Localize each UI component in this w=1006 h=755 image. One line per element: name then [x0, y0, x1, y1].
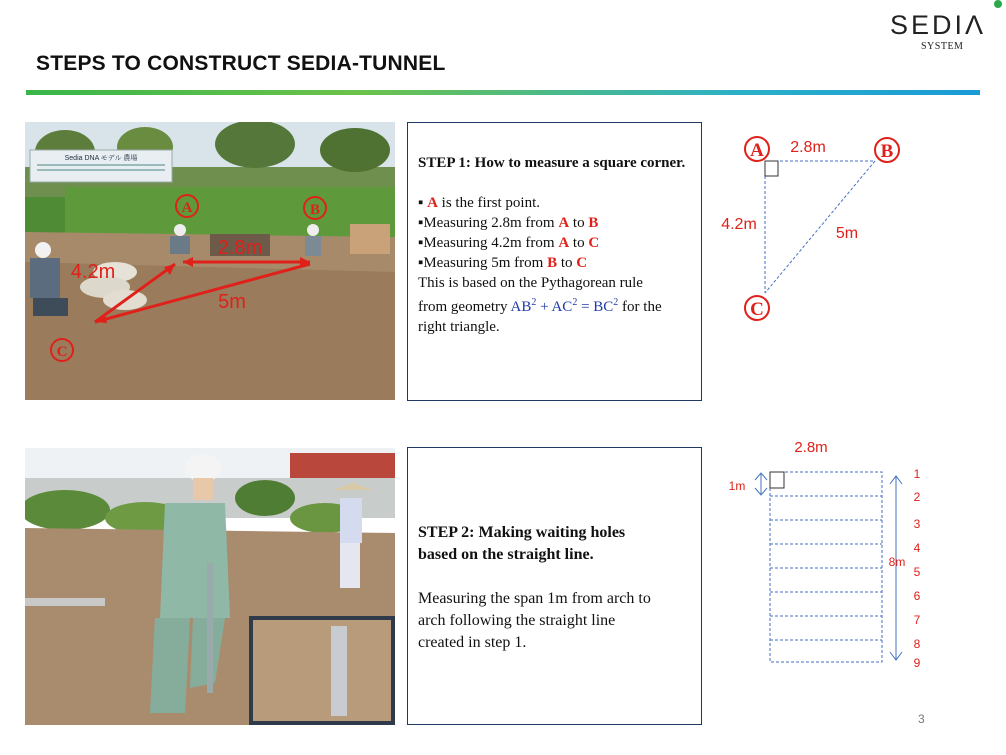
- logo-subtitle: SYSTEM: [921, 41, 964, 52]
- length-label: 8m: [888, 555, 906, 569]
- formula: [510, 299, 618, 315]
- photo-point-a-label: A: [181, 200, 193, 216]
- photo-ac-length: 4.2m: [70, 261, 116, 283]
- step1-bullet-4: ▪Measuring 5m from B to C: [418, 255, 588, 271]
- diagram-ab-length: 2.8m: [790, 139, 826, 156]
- point-b-ref: B: [588, 215, 599, 231]
- point-a-ref: A: [558, 235, 570, 251]
- row-number: 8: [913, 637, 921, 651]
- step2-body-line-2: arch following the straight line: [418, 612, 616, 629]
- title-divider: [26, 90, 980, 95]
- bullet-2-to: to: [569, 215, 589, 231]
- right-angle-icon: [765, 161, 778, 176]
- point-c-ref: C: [588, 235, 600, 251]
- row-number: 5: [913, 565, 921, 579]
- point-b-ref: B: [547, 255, 558, 271]
- diagram-ac-length: 4.2m: [721, 216, 757, 233]
- bullet-4-to: to: [557, 255, 577, 271]
- page-number: 3: [918, 712, 925, 726]
- row-number: 6: [913, 589, 921, 603]
- worker-photo-illustration: [25, 448, 395, 725]
- bc-edge: [765, 161, 875, 293]
- step2-body-line-1: Measuring the span 1m from arch to: [418, 590, 651, 607]
- triangle-diagram: [712, 128, 912, 328]
- layout-row-lines: [770, 496, 882, 640]
- field-photo-illustration: [25, 122, 395, 400]
- bullet-2-text: Measuring 2.8m from: [423, 215, 559, 231]
- point-c-ref: C: [576, 255, 588, 271]
- formula-ab: AB: [510, 299, 532, 315]
- bullet-1-text: is the first point.: [437, 195, 540, 211]
- formula-ac: + AC: [536, 299, 573, 315]
- point-a-ref: A: [427, 195, 438, 211]
- logo-wordmark: SEDIΛ: [890, 10, 987, 40]
- photo-point-c-label: C: [56, 344, 68, 360]
- row-number: 3: [913, 517, 921, 531]
- step1-rule-line-3: right triangle.: [418, 319, 500, 335]
- rule-prefix: from geometry: [418, 299, 511, 315]
- step1-textbox: [407, 122, 702, 401]
- layout-width-label: 2.8m: [794, 439, 828, 456]
- photo-making-holes: [25, 448, 395, 725]
- photo-point-b-label: B: [309, 202, 321, 218]
- sign-text: Sedia DNA モデル 農場: [64, 155, 138, 162]
- formula-bc: = BC: [577, 299, 614, 315]
- point-a-ref: A: [558, 215, 570, 231]
- span-label: 1m: [728, 479, 746, 493]
- row-number: 4: [913, 541, 921, 555]
- formula-sup-3: 2: [613, 297, 619, 308]
- photo-ab-length: 2.8m: [217, 237, 263, 259]
- step1-bullet-2: ▪Measuring 2.8m from A to B: [418, 215, 599, 231]
- rule-suffix: for the: [618, 299, 662, 315]
- row-number: 9: [913, 656, 921, 670]
- photo-bc-length: 5m: [218, 291, 246, 313]
- step1-rule-line-1: This is based on the Pythagorean rule: [418, 275, 643, 291]
- photo-measuring-square: [25, 122, 395, 400]
- step1-rule-line-2: [418, 293, 693, 317]
- corner-square-icon: [770, 472, 784, 488]
- bullet-3-text: Measuring 4.2m from: [423, 235, 559, 251]
- step1-heading: STEP 1: How to measure a square corner.: [418, 155, 686, 171]
- step2-textbox: [407, 447, 702, 725]
- diagram-bc-length: 5m: [835, 225, 859, 242]
- row-number: 7: [913, 613, 921, 627]
- bullet-3-to: to: [569, 235, 589, 251]
- row-number: 2: [913, 490, 921, 504]
- bullet-4-text: Measuring 5m from: [423, 255, 548, 271]
- layout-outline: [770, 472, 882, 662]
- step2-heading-line-1: STEP 2: Making waiting holes: [418, 524, 626, 541]
- row-number: 1: [913, 467, 921, 481]
- step2-heading-line-2: based on the straight line.: [418, 546, 594, 563]
- logo-dot-icon: [994, 0, 1002, 8]
- step1-bullet-3: ▪Measuring 4.2m from A to C: [418, 235, 600, 251]
- diagram-point-c: C: [750, 299, 764, 320]
- diagram-point-a: A: [750, 140, 764, 161]
- step1-bullet-1: ▪ A is the first point.: [418, 195, 540, 211]
- hole-layout-diagram: [720, 434, 940, 674]
- formula-sup-1: 2: [531, 297, 537, 308]
- slide-title: STEPS TO CONSTRUCT SEDIA-TUNNEL: [36, 52, 446, 75]
- step2-body-line-3: created in step 1.: [418, 634, 527, 651]
- formula-sup-2: 2: [572, 297, 578, 308]
- diagram-point-b: B: [880, 141, 894, 162]
